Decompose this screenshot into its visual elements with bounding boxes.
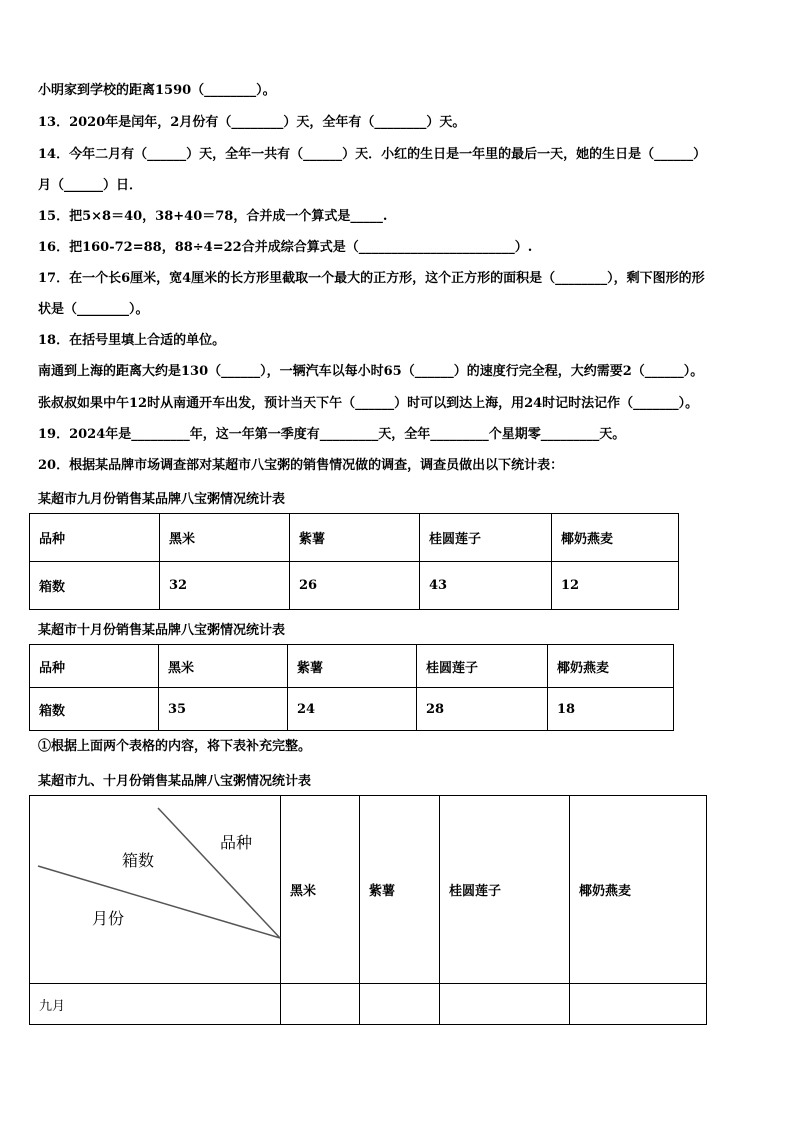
- table-cell: 椰奶燕麦: [548, 645, 674, 688]
- table-cell: 28: [417, 688, 548, 731]
- table-cell: 黑米: [281, 796, 360, 984]
- question-17-cont: 状是（________）。: [38, 302, 149, 317]
- table-cell: 43: [420, 562, 552, 610]
- question-18-part-b: 张叔叔如果中午12时从南通开车出发，预计当天下午（______）时可以到达上海，用24时记时法记作（_______）。: [38, 396, 699, 411]
- question-16: 16．把160-72=88，88÷4=22合并成综合算式是（________________________）.: [38, 240, 533, 255]
- table-row: [30, 796, 707, 984]
- table-cell: 35: [159, 688, 288, 731]
- table3-caption: 某超市九、十月份销售某品牌八宝粥情况统计表: [38, 774, 312, 789]
- table-row: [30, 688, 674, 731]
- question-18: 18．在括号里填上合适的单位。: [38, 333, 226, 348]
- table-row: [30, 514, 679, 562]
- table-cell: 椰奶燕麦: [552, 514, 679, 562]
- table-cell: 品种: [30, 645, 159, 688]
- table-cell: 黑米: [160, 514, 290, 562]
- table-october: [29, 644, 674, 731]
- table-cell: 桂圆莲子: [417, 645, 548, 688]
- table-cell: 18: [548, 688, 674, 731]
- table-cell: 桂圆莲子: [420, 514, 552, 562]
- table-row: [30, 645, 674, 688]
- table-cell: 紫薯: [360, 796, 440, 984]
- table-row: [30, 562, 679, 610]
- table-cell: 32: [160, 562, 290, 610]
- table-september: [29, 513, 679, 610]
- table-cell: [360, 984, 440, 1025]
- question-20: 20．根据某品牌市场调查部对某超市八宝粥的销售情况做的调查，调查员做出以下统计表：: [38, 458, 564, 473]
- table-cell: [281, 984, 360, 1025]
- text-line: 小明家到学校的距离1590（________）。: [38, 83, 276, 98]
- table-cell: 箱数: [30, 562, 160, 610]
- table-cell: [440, 984, 570, 1025]
- table-cell: 品种: [30, 514, 160, 562]
- diag-label-boxes: 箱数: [122, 851, 155, 870]
- diag-label-month: 月份: [92, 909, 125, 928]
- question-19: 19．2024年是_________年，这一年第一季度有_________天，全年_________个星期零_________天。: [38, 427, 626, 442]
- table-cell: 紫薯: [288, 645, 417, 688]
- table-cell: 箱数: [30, 688, 159, 731]
- instruction: ①根据上面两个表格的内容，将下表补充完整。: [38, 739, 312, 754]
- table1-caption: 某超市九月份销售某品牌八宝粥情况统计表: [38, 492, 286, 507]
- table-cell: 24: [288, 688, 417, 731]
- table-cell: 黑米: [159, 645, 288, 688]
- question-17: 17．在一个长6厘米，宽4厘米的长方形里截取一个最大的正方形，这个正方形的面积是（________），剩下图形的形: [38, 271, 705, 286]
- diagonal-header-cell: [30, 796, 281, 984]
- question-18-part-a: 南通到上海的距离大约是130（______），一辆汽车以每小时65（______）的速度行完全程，大约需要2（______）。: [38, 364, 704, 379]
- table-cell: 桂圆莲子: [440, 796, 570, 984]
- diagonal-lines: [30, 796, 290, 984]
- table-row: [30, 984, 707, 1025]
- table-cell: 紫薯: [290, 514, 420, 562]
- table-cell: 九月: [30, 984, 281, 1025]
- question-14-cont: 月（______）日．: [38, 178, 143, 193]
- table2-caption: 某超市十月份销售某品牌八宝粥情况统计表: [38, 623, 286, 638]
- question-14: 14．今年二月有（______）天，全年一共有（______）天．小红的生日是一年里的最后一天，她的生日是（______）: [38, 147, 707, 162]
- table-combined: [29, 795, 707, 1025]
- question-13: 13．2020年是闰年，2月份有（________）天，全年有（________）天。: [38, 115, 466, 130]
- diag-label-variety: 品种: [220, 833, 253, 852]
- table-cell: [570, 984, 707, 1025]
- question-15: 15．把5×8＝40，38+40＝78，合并成一个算式是_____.: [38, 209, 388, 224]
- table-cell: 26: [290, 562, 420, 610]
- table-cell: 12: [552, 562, 679, 610]
- table-cell: 椰奶燕麦: [570, 796, 707, 984]
